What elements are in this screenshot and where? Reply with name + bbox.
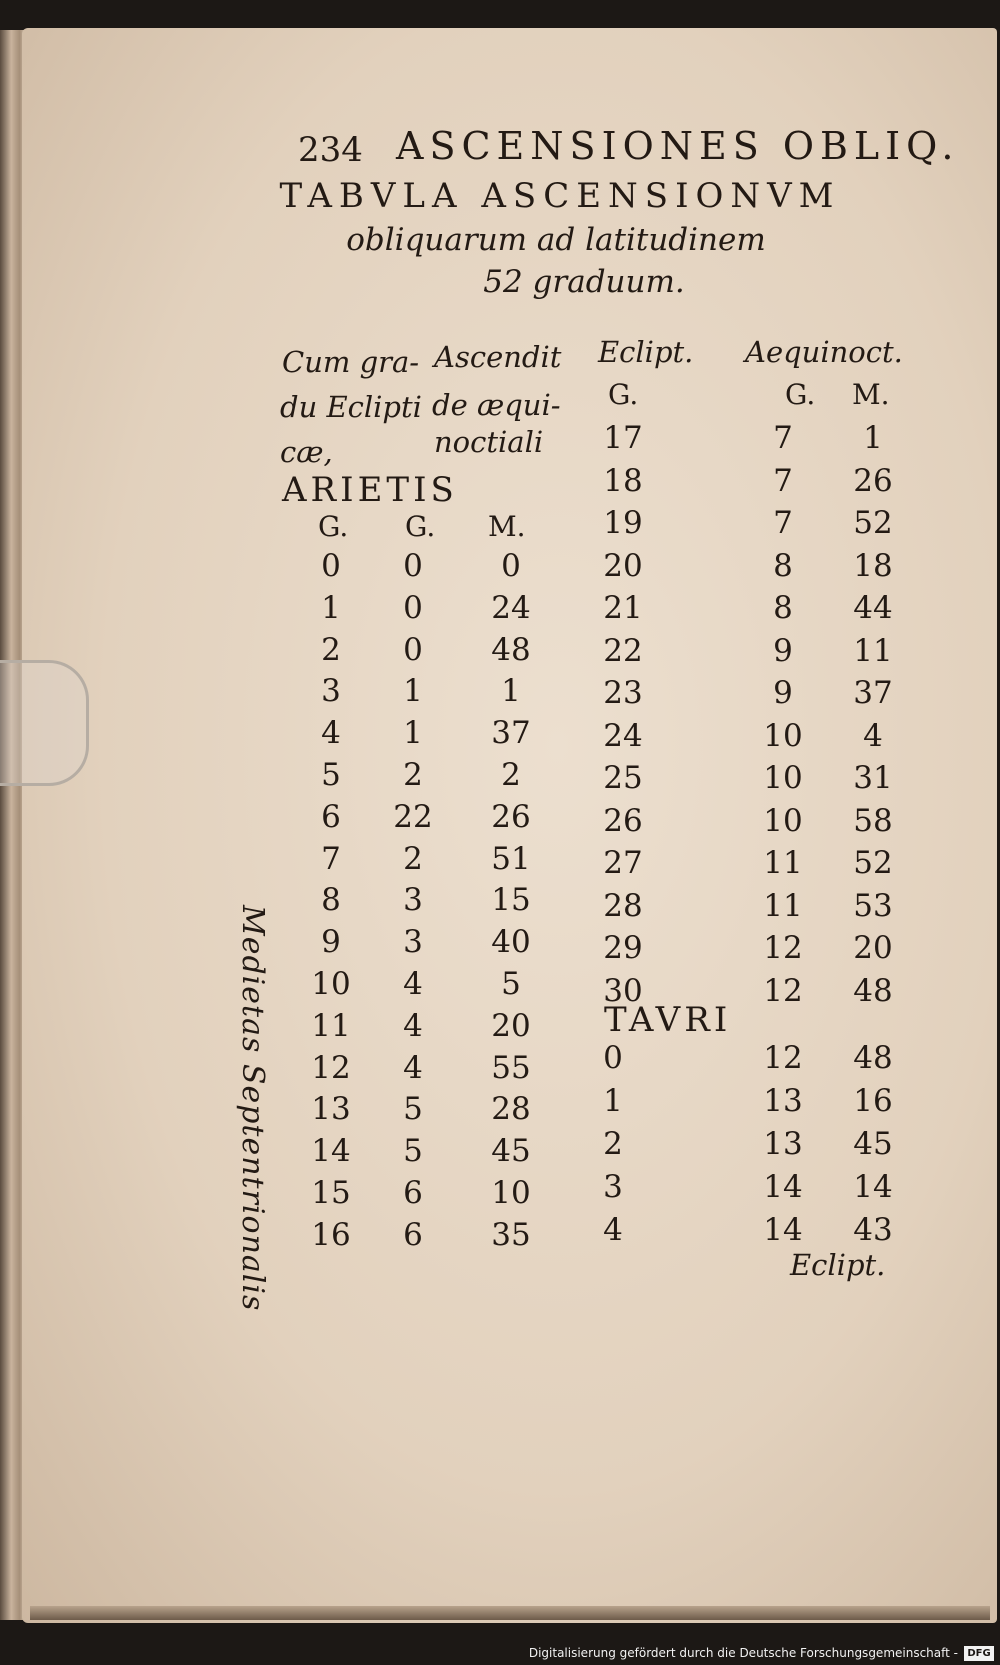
left-row-cell: 26	[491, 798, 531, 835]
left-row-cell: 12	[311, 1049, 351, 1086]
table-subtitle: obliquarum ad latitudinem	[346, 222, 766, 258]
header-col2-line3: noctiali	[434, 425, 544, 459]
left-row-cell: 8	[321, 882, 341, 919]
left-row-cell: 4	[403, 966, 423, 1002]
left-row-cell: 9	[321, 924, 341, 961]
left-row-cell: 4	[321, 715, 341, 752]
side-label-medietas: Medietas Septentrionalis	[235, 905, 270, 1312]
left-row-cell: 1	[403, 673, 423, 710]
right-row-cell: 7	[773, 505, 793, 541]
left-row-cell: 7	[321, 840, 341, 877]
sign-tauri: TAVRI	[604, 1000, 732, 1040]
left-col-label-g1: G.	[318, 510, 349, 543]
left-row-cell: 1	[403, 715, 423, 752]
right-row-cell: 30	[603, 972, 643, 1009]
right-row-tauri-cell: 1	[603, 1083, 623, 1119]
left-row-cell: 5	[403, 1091, 423, 1128]
header-col1-line1: Cum gra-	[282, 345, 420, 379]
left-row-cell: 55	[491, 1049, 531, 1086]
left-row-cell: 37	[491, 715, 531, 752]
right-row-cell: 52	[853, 845, 893, 881]
left-row-cell: 5	[501, 966, 521, 1002]
dfg-logo: DFG	[964, 1646, 994, 1661]
left-row-cell: 20	[491, 1007, 531, 1044]
left-row-cell: 15	[311, 1175, 351, 1211]
right-row-cell: 18	[603, 462, 643, 499]
left-row-cell: 5	[321, 757, 341, 793]
right-row-tauri-cell: 2	[603, 1126, 623, 1162]
right-row-cell: 52	[853, 505, 893, 541]
left-row-cell: 2	[403, 757, 423, 793]
right-row-cell: 29	[603, 930, 643, 966]
right-col-label-g1: G.	[608, 378, 639, 411]
right-row-cell: 1	[863, 420, 883, 456]
right-row-tauri-cell: 14	[853, 1169, 893, 1205]
right-row-cell: 8	[773, 547, 793, 584]
right-row-cell: 17	[603, 420, 643, 456]
left-row-cell: 11	[311, 1007, 351, 1044]
right-row-cell: 12	[763, 972, 803, 1009]
right-row-cell: 7	[773, 420, 793, 456]
right-row-cell: 26	[853, 462, 893, 499]
left-row-cell: 4	[403, 1007, 423, 1044]
left-row-cell: 5	[403, 1133, 423, 1170]
left-row-cell: 3	[403, 882, 423, 919]
right-row-cell: 10	[763, 760, 803, 796]
right-row-cell: 7	[773, 462, 793, 499]
right-row-cell: 22	[603, 632, 643, 669]
right-row-tauri-cell: 48	[853, 1040, 893, 1076]
left-row-cell: 24	[491, 589, 531, 626]
left-row-cell: 6	[403, 1175, 423, 1211]
page-number: 234	[298, 130, 363, 170]
header-col2-line1: Ascendit	[434, 340, 562, 374]
right-row-tauri-cell: 13	[763, 1083, 803, 1119]
right-row-cell: 19	[603, 505, 643, 541]
left-row-cell: 15	[491, 882, 531, 919]
right-row-cell: 44	[853, 590, 893, 626]
left-row-cell: 35	[491, 1216, 531, 1253]
right-row-cell: 24	[603, 717, 643, 754]
right-row-cell: 20	[603, 547, 643, 584]
right-row-cell: 4	[863, 717, 883, 754]
right-row-cell: 18	[853, 547, 893, 584]
right-row-tauri-cell: 16	[853, 1083, 893, 1119]
right-row-cell: 21	[603, 590, 643, 626]
right-row-cell: 11	[853, 632, 893, 669]
right-row-tauri-cell: 45	[853, 1126, 893, 1162]
footer-bar	[0, 1643, 1000, 1665]
right-row-tauri-cell: 0	[603, 1040, 623, 1076]
left-row-cell: 45	[491, 1133, 531, 1170]
left-row-cell: 3	[403, 924, 423, 961]
left-row-cell: 22	[393, 798, 433, 835]
right-row-cell: 27	[603, 845, 643, 881]
left-row-cell: 1	[501, 673, 521, 710]
table-title: TABVLA ASCENSIONVM	[279, 176, 841, 216]
right-row-cell: 48	[853, 972, 893, 1009]
right-col-label-m: M.	[852, 378, 890, 411]
right-row-tauri-cell: 43	[853, 1212, 893, 1248]
right-row-cell: 26	[603, 802, 643, 839]
left-row-cell: 0	[321, 548, 341, 584]
left-row-cell: 0	[403, 548, 423, 584]
left-row-cell: 2	[501, 757, 521, 793]
left-row-cell: 51	[491, 840, 531, 877]
header-col1-line3: cæ,	[280, 435, 333, 469]
sign-arietis: ARIETIS	[282, 470, 458, 510]
left-row-cell: 48	[491, 631, 531, 668]
header-aequinoct: Aequinoct.	[745, 335, 903, 369]
right-col-label-g2: G.	[785, 378, 816, 411]
footer-credit: Digitalisierung gefördert durch die Deutsche Forschungsgemeinschaft -	[528, 1646, 958, 1660]
catchword: Eclipt.	[790, 1248, 886, 1282]
right-row-cell: 9	[773, 675, 793, 711]
right-row-cell: 9	[773, 632, 793, 669]
right-row-cell: 12	[763, 930, 803, 966]
left-col-label-g2: G.	[405, 510, 436, 543]
right-row-cell: 58	[853, 802, 893, 839]
table-subtitle-latitude: 52 graduum.	[483, 264, 685, 300]
right-row-cell: 25	[603, 760, 643, 796]
header-col2-line2: de æqui-	[432, 388, 561, 422]
book-bottom-edge	[30, 1606, 990, 1620]
left-row-cell: 1	[321, 589, 341, 626]
right-row-tauri-cell: 4	[603, 1212, 623, 1248]
right-row-tauri-cell: 14	[763, 1169, 803, 1205]
running-head: ASCENSIONES OBLIQ.	[396, 124, 960, 168]
right-row-tauri-cell: 14	[763, 1212, 803, 1248]
left-row-cell: 2	[403, 840, 423, 877]
left-row-cell: 3	[321, 673, 341, 710]
right-row-tauri-cell: 3	[603, 1169, 623, 1205]
header-eclipt: Eclipt.	[598, 335, 694, 369]
left-row-cell: 10	[491, 1175, 531, 1211]
right-row-cell: 31	[853, 760, 893, 796]
right-row-cell: 53	[853, 887, 893, 924]
left-row-cell: 0	[403, 631, 423, 668]
right-row-cell: 10	[763, 717, 803, 754]
right-row-cell: 37	[853, 675, 893, 711]
right-row-cell: 20	[853, 930, 893, 966]
left-row-cell: 14	[311, 1133, 351, 1170]
right-row-cell: 10	[763, 802, 803, 839]
left-row-cell: 13	[311, 1091, 351, 1128]
right-row-cell: 8	[773, 590, 793, 626]
left-row-cell: 10	[311, 966, 351, 1002]
left-row-cell: 28	[491, 1091, 531, 1128]
right-row-cell: 11	[763, 887, 803, 924]
left-row-cell: 0	[501, 548, 521, 584]
header-col1-line2: du Eclipti	[280, 390, 422, 424]
left-row-cell: 4	[403, 1049, 423, 1086]
right-row-cell: 23	[603, 675, 643, 711]
left-col-label-m: M.	[488, 510, 526, 543]
left-row-cell: 40	[491, 924, 531, 961]
left-row-cell: 6	[403, 1216, 423, 1253]
left-row-cell: 0	[403, 589, 423, 626]
left-row-cell: 6	[321, 798, 341, 835]
right-row-tauri-cell: 12	[763, 1040, 803, 1076]
right-row-tauri-cell: 13	[763, 1126, 803, 1162]
left-row-cell: 2	[321, 631, 341, 668]
page-clip	[0, 660, 89, 786]
right-row-cell: 28	[603, 887, 643, 924]
right-row-cell: 11	[763, 845, 803, 881]
left-row-cell: 16	[311, 1216, 351, 1253]
